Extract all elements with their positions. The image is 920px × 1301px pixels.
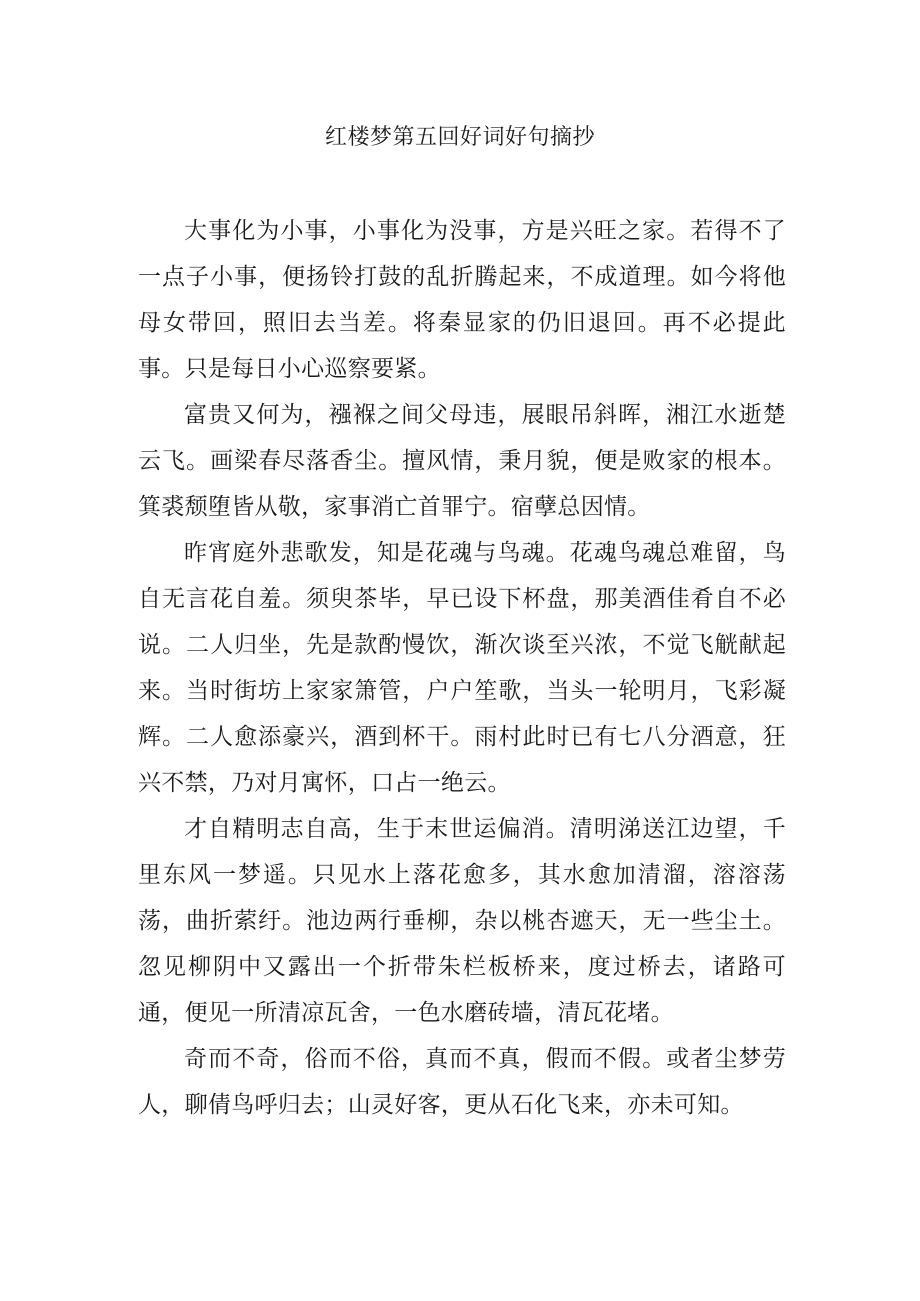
page-title: 红楼梦第五回好词好句摘抄 — [324, 125, 595, 150]
document-body — [138, 208, 786, 1128]
paragraph-4: 才自精明志自高，生于末世运偏消。清明涕送江边望，千里东风一梦遥。只见水上落花愈多，其水愈加清溜，溶溶荡荡，曲折萦纡。池边两行垂柳，杂以桃杏遮天，无一些尘土。忽见柳阴中又露出一个折带朱栏板桥来，度过桥去，诸路可通，便见一所清凉瓦舍，一色水磨砖墙，清瓦花堵。 — [138, 816, 786, 1026]
paragraph-3: 昨宵庭外悲歌发，知是花魂与鸟魂。花魂鸟魂总难留，鸟自无言花自羞。须臾茶毕，早已设下杯盘，那美酒佳肴自不必说。二人归坐，先是款酌慢饮，渐次谈至兴浓，不觉飞觥献起来。当时街坊上家家箫管，户户笙歌，当头一轮明月，飞彩凝辉。二人愈添豪兴，酒到杯干。雨村此时已有七八分酒意，狂兴不禁，乃对月寓怀，口占一绝云。 — [138, 540, 786, 796]
paragraph-5: 奇而不奇，俗而不俗，真而不真，假而不假。或者尘梦劳人，聊倩鸟呼归去；山灵好客，更从石化飞来，亦未可知。 — [138, 1046, 786, 1118]
paragraph-2: 富贵又何为，襁褓之间父母违，展眼吊斜晖，湘江水逝楚云飞。画梁春尽落香尘。擅风情，秉月貌，便是败家的根本。箕裘颓堕皆从敬，家事消亡首罪宁。宿孽总因情。 — [138, 402, 786, 520]
paragraph-1: 大事化为小事，小事化为没事，方是兴旺之家。若得不了一点子小事，便扬铃打鼓的乱折腾起来，不成道理。如今将他母女带回，照旧去当差。将秦显家的仍旧退回。再不必提此事。只是每日小心巡察要紧。 — [138, 218, 786, 382]
